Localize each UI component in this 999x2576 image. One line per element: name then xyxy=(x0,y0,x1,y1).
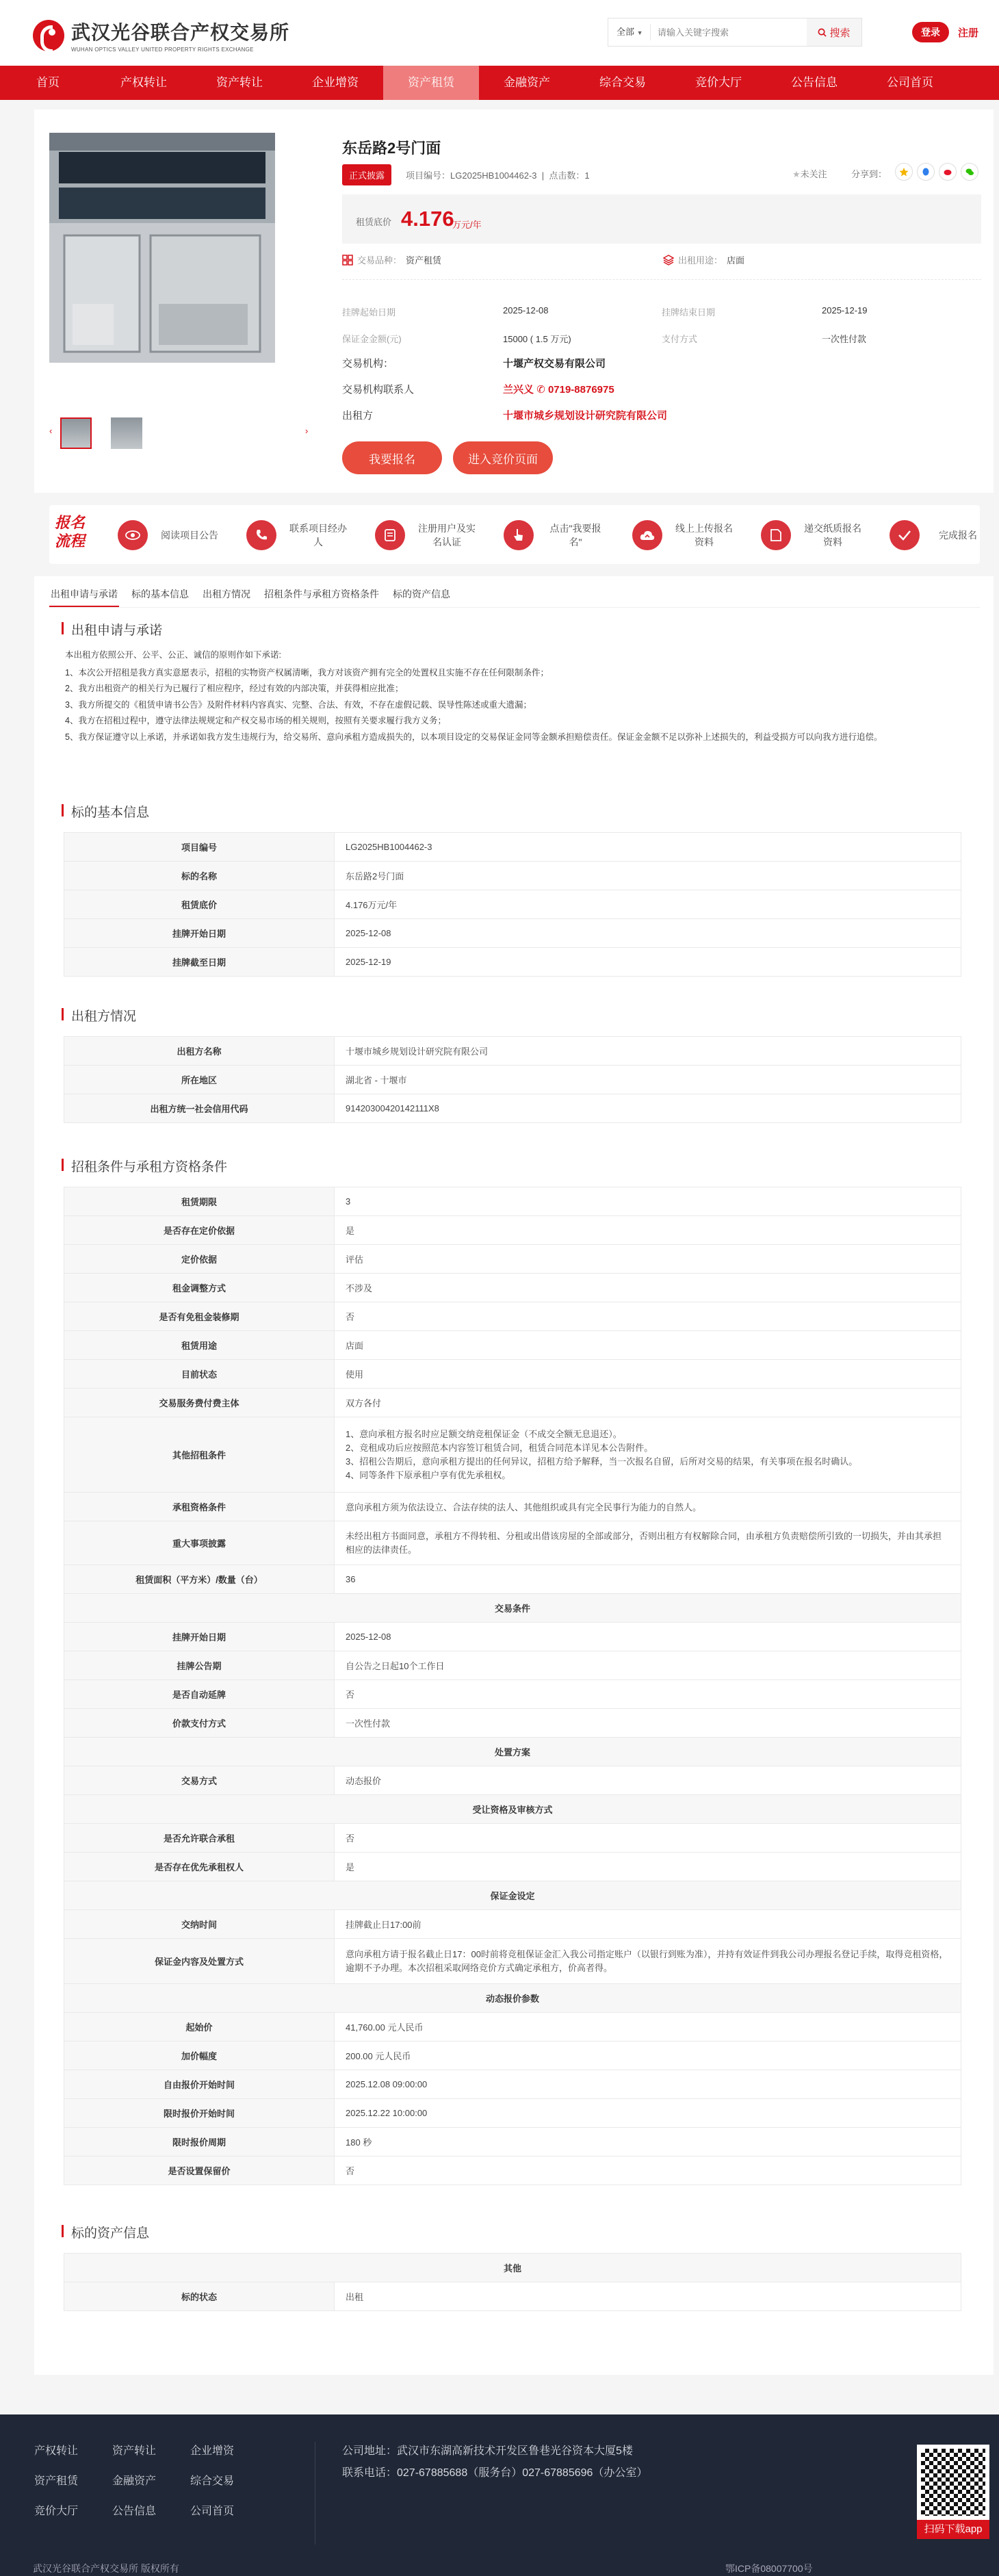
table-row: 定价依据 评估 xyxy=(64,1245,961,1274)
logo-subtitle: WUHAN OPTICS VALLEY UNITED PROPERTY RIGHTS EXCHANGE xyxy=(71,47,254,53)
trade-org-value: 十堰产权交易有限公司 xyxy=(503,358,606,370)
payment-label: 支付方式 xyxy=(662,334,698,344)
table-row: 保证金设定 xyxy=(64,1881,961,1910)
price-box xyxy=(342,194,981,244)
table-row: 租赁期限 3 xyxy=(64,1187,961,1216)
tab-asset-info[interactable]: 标的资产信息 xyxy=(393,589,450,600)
document-icon xyxy=(761,520,791,550)
table-row: 项目编号 LG2025HB1004462-3 xyxy=(64,833,961,862)
tab-conditions[interactable]: 招租条件与承租方资格条件 xyxy=(264,589,379,600)
footer-phone: 联系电话：027-67885688（服务台）027-67885696（办公室） xyxy=(342,2467,648,2479)
lessor-table xyxy=(64,1036,961,1123)
search-button[interactable]: 搜索 xyxy=(807,18,861,46)
icp-number[interactable]: 鄂ICP备08007700号 xyxy=(725,2563,813,2574)
flow-step-2: 联系项目经办人 xyxy=(246,520,349,550)
hand-pointer-icon xyxy=(504,520,534,550)
section-title-lessor: 出租方情况 xyxy=(62,1006,136,1025)
table-row: 标的状态 出租 xyxy=(64,2282,961,2311)
table-row: 承租资格条件 意向承租方须为依法设立、合法存续的法人、其他组织或具有完全民事行为能力的自然人。 xyxy=(64,1493,961,1521)
payment-value: 一次性付款 xyxy=(822,334,867,344)
table-row: 是否存在优先承租权人 是 xyxy=(64,1853,961,1881)
table-row: 是否设置保留价 否 xyxy=(64,2156,961,2185)
table-row: 受让资格及审核方式 xyxy=(64,1795,961,1824)
footer-link[interactable]: 综合交易 xyxy=(190,2475,235,2487)
nav-item-home[interactable]: 首页 xyxy=(36,76,60,89)
storefront-image xyxy=(49,133,275,363)
table-row: 是否自动延牌 否 xyxy=(64,1680,961,1709)
copyright: 武汉光谷联合产权交易所 版权所有 xyxy=(33,2563,179,2574)
project-title: 东岳路2号门面 xyxy=(342,140,441,157)
section-title-conditions: 招租条件与承租方资格条件 xyxy=(62,1157,227,1175)
table-row: 动态报价参数 xyxy=(64,1984,961,2013)
top-header xyxy=(0,0,999,66)
property-photo[interactable] xyxy=(49,133,275,363)
enter-bidding-button[interactable]: 进入竞价页面 xyxy=(453,441,553,474)
chevron-right-icon[interactable]: › xyxy=(305,426,309,436)
share-weibo-icon[interactable] xyxy=(939,163,957,181)
table-row: 加价幅度 200.00 元人民币 xyxy=(64,2042,961,2070)
footer-address: 公司地址：武汉市东湖高新技术开发区鲁巷光谷资本大厦5楼 xyxy=(342,2445,633,2457)
flow-step-6: 递交纸质报名资料 xyxy=(761,520,864,550)
listing-start-value: 2025-12-08 xyxy=(503,305,549,315)
project-code: LG2025HB1004462-3 xyxy=(450,170,537,181)
section-title-asset: 标的资产信息 xyxy=(62,2223,149,2241)
contact-phone: 0719-8876975 xyxy=(547,384,614,396)
contact-value: 兰兴义 ✆ 0719-8876975 xyxy=(503,384,614,396)
contact-label: 交易机构联系人 xyxy=(342,384,415,396)
table-row: 所在地区 湖北省 - 十堰市 xyxy=(64,1066,961,1094)
table-row: 租赁面积（平方米）/数量（台） 36 xyxy=(64,1565,961,1594)
thumbnail-1[interactable] xyxy=(60,417,92,449)
table-row: 价款支付方式 一次性付款 xyxy=(64,1709,961,1738)
nav-item-bidding-hall[interactable]: 竞价大厅 xyxy=(695,76,742,89)
table-row: 自由报价开始时间 2025.12.08 09:00:00 xyxy=(64,2070,961,2099)
logo[interactable] xyxy=(33,18,289,53)
form-icon xyxy=(375,520,405,550)
table-row: 保证金内容及处置方式 意向承租方请于报名截止日17：00时前将竞租保证金汇入我公司指定账户（以银行到账为准），并持有效证件到我公司办理报名登记手续，取得竞租资格，逾期不予办理。本次招租采取网络竞价方式确定承租方，价高者得。 xyxy=(64,1939,961,1984)
share-wechat-icon[interactable] xyxy=(961,163,978,181)
deposit-label: 保证金金额(元) xyxy=(342,334,402,344)
share-icons xyxy=(895,163,978,181)
table-row: 租赁用途 店面 xyxy=(64,1331,961,1360)
trade-type: 交易品种： 资产租赁 xyxy=(342,253,441,266)
table-row: 其他招租条件 1、意向承租方报名时应足额交纳竞租保证金（不成交全额无息退还）。 2、竞租成功后应按照范本内容签订租赁合同，租赁合同范本详见本公告附件。 3、招租公告期后，意向承租方提出的任何异议，招租方给予解释，当一次报名自留，后所对交易的结果，有关事项在报名时确认。 4、同等条件下原承租户享有优先承租权。 xyxy=(64,1417,961,1493)
nav-item-capital-increase[interactable]: 企业增资 xyxy=(312,76,359,89)
logo-title: 武汉光谷联合产权交易所 xyxy=(71,22,290,43)
flow-step-5: 线上上传报名资料 xyxy=(632,520,735,550)
basic-info-table xyxy=(64,832,961,977)
table-row: 租赁底价 4.176万元/年 xyxy=(64,890,961,919)
nav-item-company-home[interactable]: 公司首页 xyxy=(887,76,933,89)
app-qr-code xyxy=(917,2445,989,2520)
layers-icon xyxy=(663,255,674,266)
search-icon xyxy=(818,28,827,37)
table-row: 挂牌截至日期 2025-12-19 xyxy=(64,948,961,977)
price-value: 4.176 xyxy=(401,207,454,231)
apply-button[interactable]: 我要报名 xyxy=(342,441,442,474)
favorite-toggle[interactable]: ★未关注 xyxy=(792,169,827,179)
flow-step-1: 阅读项目公告 xyxy=(118,520,220,550)
tab-promise[interactable]: 出租申请与承诺 xyxy=(49,580,119,607)
footer-link[interactable]: 竞价大厅 xyxy=(34,2506,79,2517)
table-row: 交易服务费付费主体 双方各付 xyxy=(64,1389,961,1417)
nav-item-comprehensive[interactable]: 综合交易 xyxy=(599,76,646,89)
phone-icon xyxy=(246,520,276,550)
nav-item-announcements[interactable]: 公告信息 xyxy=(791,76,838,89)
grid-icon xyxy=(342,255,353,266)
listing-start-label: 挂牌起始日期 xyxy=(342,307,396,318)
table-row: 是否有免租金装修期 否 xyxy=(64,1302,961,1331)
tab-lessor[interactable]: 出租方情况 xyxy=(203,589,250,600)
lease-use: 出租用途： 店面 xyxy=(663,253,744,266)
section-title-basic: 标的基本信息 xyxy=(62,802,149,821)
table-row: 是否允许联合承租 否 xyxy=(64,1824,961,1853)
footer-link[interactable]: 公告信息 xyxy=(112,2506,157,2517)
thumbnail-2[interactable] xyxy=(111,417,142,449)
footer-link[interactable]: 公司首页 xyxy=(190,2506,235,2517)
price-unit: 万元/年 xyxy=(452,220,482,230)
star-icon: ★ xyxy=(792,169,801,179)
detail-tabs xyxy=(49,580,980,608)
flow-step-4: 点击"我要报名" xyxy=(504,520,606,550)
table-row: 标的名称 东岳路2号门面 xyxy=(64,862,961,890)
nav-item-asset-transfer[interactable]: 资产转让 xyxy=(216,76,263,89)
footer xyxy=(0,2414,999,2576)
table-row: 是否存在定价依据 是 xyxy=(64,1216,961,1245)
thumbnail-strip xyxy=(49,417,323,449)
share-qq-icon[interactable] xyxy=(917,163,935,181)
chevron-down-icon: ▼ xyxy=(636,29,643,36)
table-row: 限时报价周期 180 秒 xyxy=(64,2128,961,2156)
table-row: 交纳时间 挂牌截止日17:00前 xyxy=(64,1910,961,1939)
cloud-upload-icon xyxy=(632,520,662,550)
nav-item-asset-lease[interactable]: 资产租赁 xyxy=(383,66,479,100)
share-qzone-icon[interactable] xyxy=(895,163,913,181)
table-row: 出租方统一社会信用代码 91420300420142111X8 xyxy=(64,1094,961,1123)
qr-label: 扫码下载app xyxy=(917,2520,989,2539)
footer-link[interactable]: 企业增资 xyxy=(190,2445,235,2457)
table-row: 出租方名称 十堰市城乡规划设计研究院有限公司 xyxy=(64,1037,961,1066)
click-count: 1 xyxy=(584,170,590,181)
footer-link[interactable]: 产权转让 xyxy=(34,2445,79,2457)
footer-link[interactable]: 金融资产 xyxy=(112,2475,157,2487)
divider xyxy=(342,279,981,280)
eye-icon xyxy=(118,520,148,550)
asset-table xyxy=(64,2253,961,2311)
table-row: 其他 xyxy=(64,2254,961,2282)
promise-text: 本出租方依照公开、公平、公正、诚信的原则作如下承诺: 1、本次公开招租是我方真实意愿表示，招租的实物资产权属清晰，我方对该资产拥有完全的处置权且实施不存在任何限制条件； 2、我方出租资产的相关行为已履行了相应程序，经过有效的内部决策，并获得相应批准； 3、我方所提交的《租赁申请书公告》及附件材料内容真实、完整、合法、有效，不存在虚假记载、误导性陈述或重大遗漏； 4、我方在招租过程中，遵守法律法规规定和产权交易市场的相关规则，按照有关要求履行我方义务； 5、我方保证遵守以上承诺，并承诺如我方发生违规行为，给交易所、意向承租方造成损失的，以本项目设定的交易保证金同等金额承担赔偿责任。保证金金额不足以弥补上述损失的，利益受损方可以向我方进行追偿。 xyxy=(65,650,883,742)
search-input[interactable] xyxy=(651,27,807,38)
section-title-promise: 出租申请与承诺 xyxy=(62,620,162,639)
registration-flow xyxy=(34,493,994,576)
main-content xyxy=(34,110,994,2375)
status-badge: 正式披露 xyxy=(342,164,391,185)
login-button[interactable]: 登录 xyxy=(912,22,949,42)
logo-icon xyxy=(33,20,64,51)
search-bar xyxy=(608,18,862,47)
table-row: 处置方案 xyxy=(64,1738,961,1766)
main-nav xyxy=(0,66,999,100)
nav-item-financial-assets[interactable]: 金融资产 xyxy=(504,76,550,89)
nav-item-equity-transfer[interactable]: 产权转让 xyxy=(120,76,167,89)
table-row: 限时报价开始时间 2025.12.22 10:00:00 xyxy=(64,2099,961,2128)
share-label: 分享到： xyxy=(851,169,887,179)
flow-title: 报名流程 xyxy=(55,514,86,550)
search-category-select[interactable]: 全部 ▼ xyxy=(608,24,651,40)
footer-link[interactable]: 资产租赁 xyxy=(34,2475,79,2487)
footer-link[interactable]: 资产转让 xyxy=(112,2445,157,2457)
flow-step-3: 注册用户及实名认证 xyxy=(375,520,478,550)
table-row: 目前状态 使用 xyxy=(64,1360,961,1389)
table-row: 挂牌开始日期 2025-12-08 xyxy=(64,919,961,948)
table-row: 挂牌公告期 自公告之日起10个工作日 xyxy=(64,1651,961,1680)
check-icon xyxy=(890,520,920,550)
phone-icon: ✆ xyxy=(536,384,545,396)
conditions-table xyxy=(64,1187,961,2185)
deposit-value: 15000 ( 1.5 万元) xyxy=(503,334,571,344)
lessor-value: 十堰市城乡规划设计研究院有限公司 xyxy=(503,410,668,422)
table-row: 重大事项披露 未经出租方书面同意，承租方不得转租、分租或出借该房屋的全部或部分，否则出租方有权解除合同，由承租方负责赔偿所引致的一切损失，并由其承担相应的法律责任。 xyxy=(64,1521,961,1565)
table-row: 租金调整方式 不涉及 xyxy=(64,1274,961,1302)
listing-end-label: 挂牌结束日期 xyxy=(662,307,716,318)
tab-basic-info[interactable]: 标的基本信息 xyxy=(131,589,189,600)
chevron-left-icon[interactable]: ‹ xyxy=(49,426,53,436)
table-row: 起始价 41,760.00 元人民币 xyxy=(64,2013,961,2042)
table-row: 交易条件 xyxy=(64,1594,961,1623)
flow-step-7: 完成报名 xyxy=(890,520,985,550)
price-label: 租赁底价 xyxy=(356,217,392,227)
register-link[interactable]: 注册 xyxy=(958,27,979,39)
project-meta: 项目编号：LG2025HB1004462-3 | 点击数：1 xyxy=(406,170,590,181)
lessor-label: 出租方 xyxy=(342,410,374,422)
table-row: 挂牌开始日期 2025-12-08 xyxy=(64,1623,961,1651)
trade-org-label: 交易机构： xyxy=(342,358,394,370)
listing-end-value: 2025-12-19 xyxy=(822,305,868,315)
table-row: 交易方式 动态报价 xyxy=(64,1766,961,1795)
